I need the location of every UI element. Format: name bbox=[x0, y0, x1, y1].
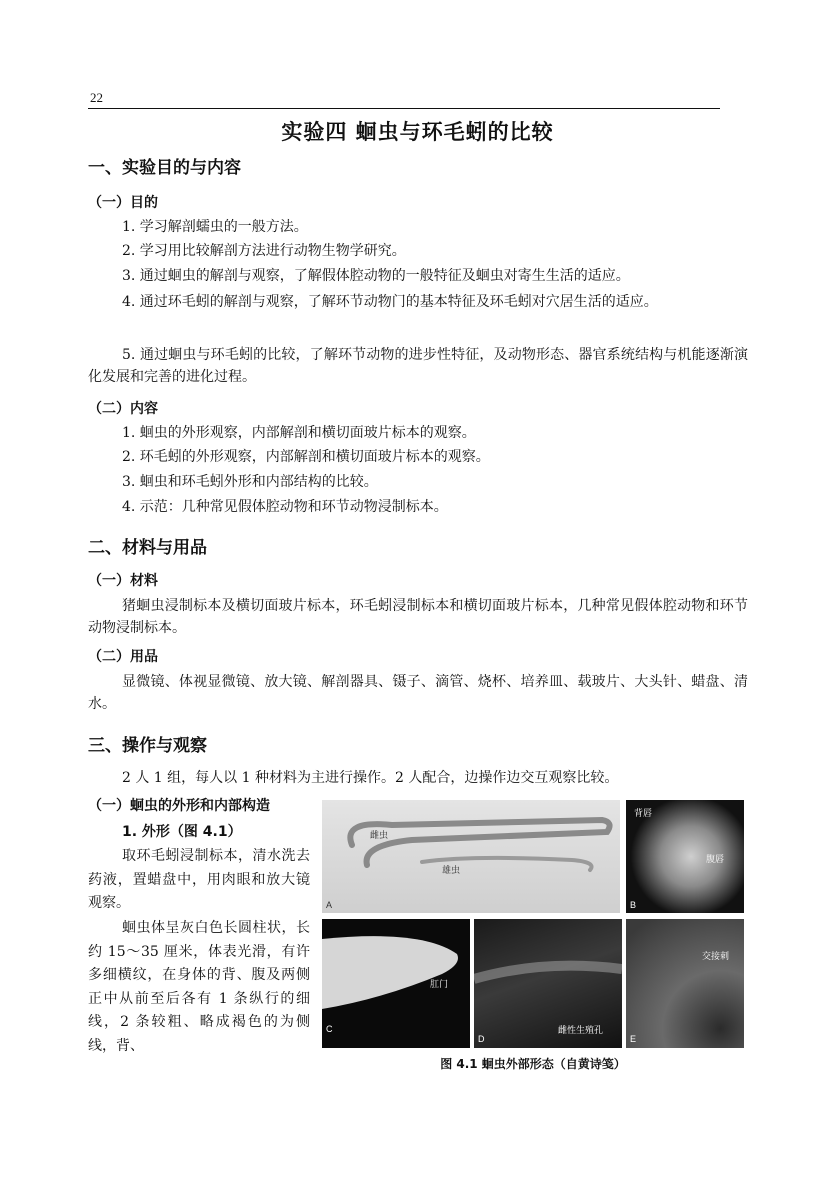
panel-c-label: C bbox=[326, 1024, 333, 1034]
page-title: 实验四 蛔虫与环毛蚓的比较 bbox=[281, 120, 554, 144]
panel-e-label: E bbox=[630, 1034, 637, 1044]
figure-caption: 图 4.1 蛔虫外部形态（自黄诗笺） bbox=[440, 1057, 626, 1071]
content-item-4: 4. 示范：几种常见假体腔动物和环节动物浸制标本。 bbox=[122, 499, 448, 515]
section-heading-3: 三、操作与观察 bbox=[88, 736, 207, 756]
section-heading-1: 一、实验目的与内容 bbox=[88, 158, 241, 178]
panel-d-label: D bbox=[478, 1034, 485, 1044]
label-anus: 肛门 bbox=[430, 980, 449, 990]
label-male: 雄虫 bbox=[442, 866, 461, 876]
panel-b bbox=[626, 800, 744, 913]
panel-d bbox=[474, 919, 622, 1048]
subheading-purpose: （一）目的 bbox=[88, 195, 158, 211]
panel-a bbox=[322, 800, 620, 913]
content-item-3: 3. 蛔虫和环毛蚓外形和内部结构的比较。 bbox=[122, 474, 378, 490]
label-spicule: 交接刺 bbox=[702, 952, 730, 962]
subheading-materials: （一）材料 bbox=[88, 573, 158, 589]
subheading-supplies: （二）用品 bbox=[88, 649, 158, 665]
panel-c bbox=[322, 919, 470, 1048]
content-item-1: 1. 蛔虫的外形观察，内部解剖和横切面玻片标本的观察。 bbox=[122, 425, 476, 441]
panel-b-label: B bbox=[630, 900, 637, 910]
figure-4-1 bbox=[322, 800, 744, 1048]
subheading-external-form: 1. 外形（图 4.1） bbox=[122, 824, 242, 840]
purpose-item-3: 3. 通过蛔虫的解剖与观察，了解假体腔动物的一般特征及蛔虫对寄生生活的适应。 bbox=[122, 268, 630, 284]
panel-a-label: A bbox=[326, 900, 333, 910]
purpose-item-5: 5. 通过蛔虫与环毛蚓的比较，了解环节动物的进步性特征，及动物形态、器官系统结构与机能逐渐演化发展和完善的进化过程。 bbox=[88, 347, 748, 385]
label-dorsal-lip: 背唇 bbox=[634, 809, 653, 819]
panel-e bbox=[626, 919, 744, 1048]
label-genital-pore: 雌性生殖孔 bbox=[558, 1026, 604, 1036]
purpose-item-1: 1. 学习解剖蠕虫的一般方法。 bbox=[122, 219, 308, 235]
observation-paragraph-2: 蛔虫体呈灰白色长圆柱状，长约 15～35 厘米，体表光滑，有许多细横纹，在身体的背、腹及两侧正中从前至后各有 1 条纵行的细线，2 条较粗、略成褐色的为侧线，背、 bbox=[88, 920, 310, 1054]
purpose-item-4: 4. 通过环毛蚓的解剖与观察，了解环节动物门的基本特征及环毛蚓对穴居生活的适应。 bbox=[122, 294, 658, 310]
subheading-content: （二）内容 bbox=[88, 401, 158, 417]
header-rule bbox=[88, 108, 720, 109]
label-female: 雌虫 bbox=[370, 831, 389, 841]
materials-text: 猪蛔虫浸制标本及横切面玻片标本，环毛蚓浸制标本和横切面玻片标本，几种常见假体腔动物和环节动物浸制标本。 bbox=[88, 598, 748, 636]
observation-paragraph-1: 取环毛蚓浸制标本，清水洗去药液，置蜡盘中，用肉眼和放大镜观察。 bbox=[88, 848, 310, 911]
worms-illustration bbox=[322, 800, 620, 913]
purpose-item-2: 2. 学习用比较解剖方法进行动物生物学研究。 bbox=[122, 243, 406, 259]
page-number: 22 bbox=[90, 90, 103, 105]
subheading-ascaris: （一）蛔虫的外形和内部构造 bbox=[88, 798, 270, 814]
section-heading-2: 二、材料与用品 bbox=[88, 538, 207, 558]
label-ventral-lip: 腹唇 bbox=[706, 855, 725, 865]
content-item-2: 2. 环毛蚓的外形观察，内部解剖和横切面玻片标本的观察。 bbox=[122, 449, 490, 465]
procedure-intro: 2 人 1 组，每人以 1 种材料为主进行操作。2 人配合，边操作边交互观察比较。 bbox=[122, 770, 619, 786]
supplies-text: 显微镜、体视显微镜、放大镜、解剖器具、镊子、滴管、烧杯、培养皿、载玻片、大头针、蜡盘、清水。 bbox=[88, 674, 748, 712]
